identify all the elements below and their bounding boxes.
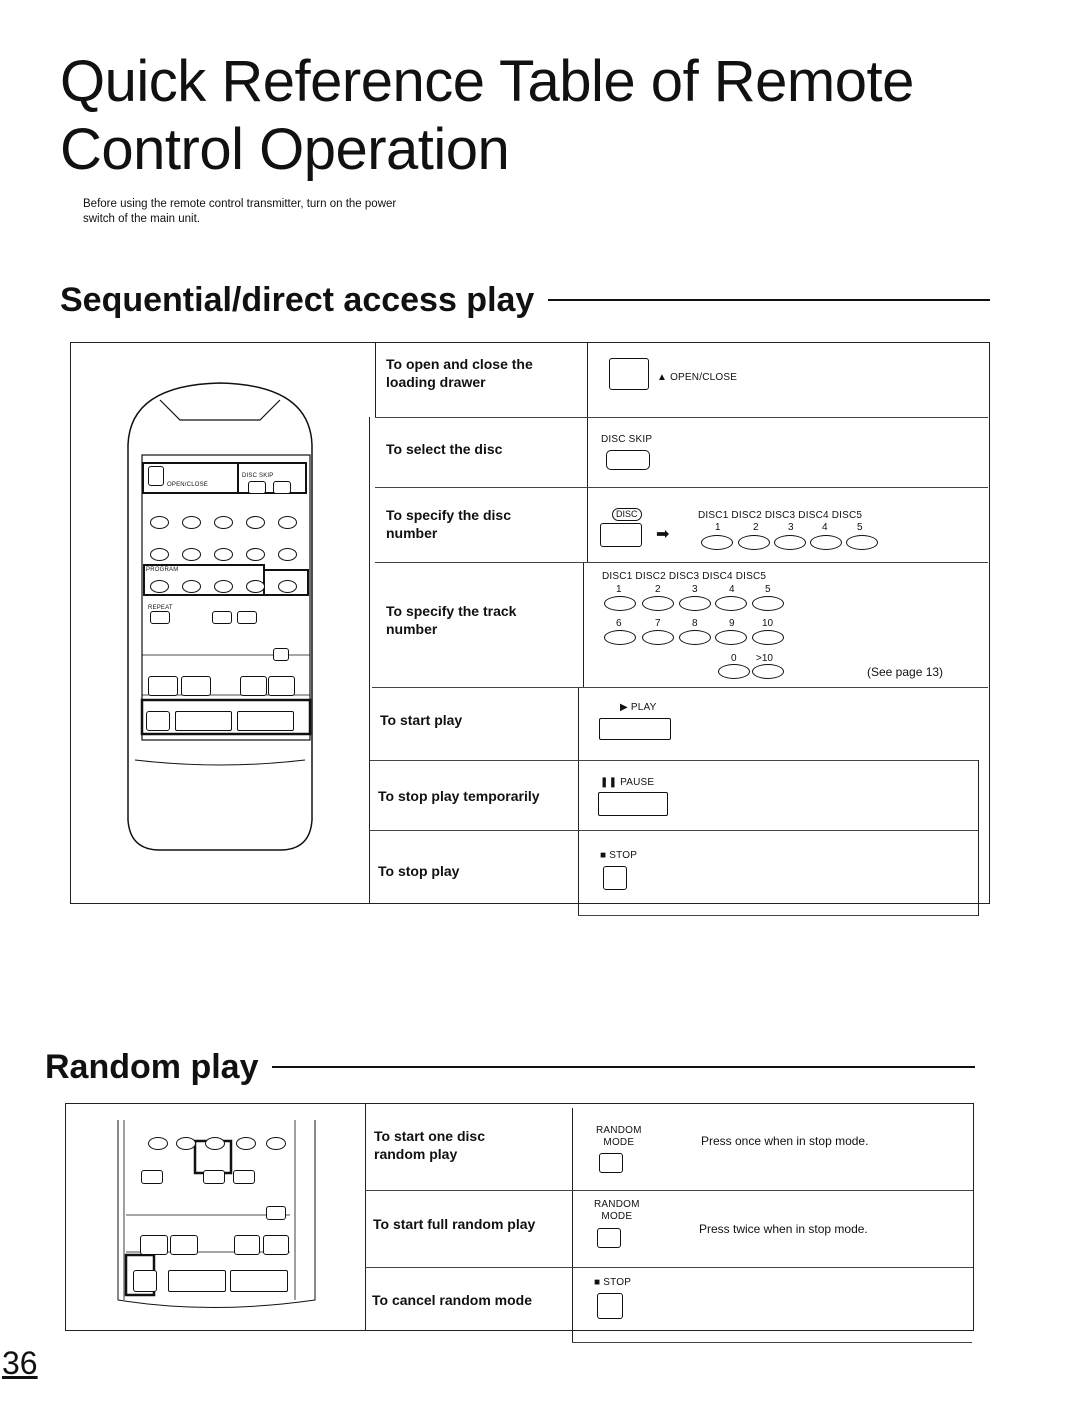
- remote-skip-back-button[interactable]: [240, 676, 267, 696]
- press-twice-note: Press twice when in stop mode.: [699, 1222, 868, 1236]
- arrow-right-icon: ➡: [656, 526, 670, 543]
- divider: [365, 1103, 366, 1330]
- remote-disc3-button[interactable]: [214, 516, 233, 529]
- disc5-button[interactable]: [846, 535, 878, 550]
- remote-search-back-button[interactable]: [148, 676, 178, 696]
- track9-button[interactable]: [715, 630, 747, 645]
- section-title: Random play: [45, 1047, 259, 1086]
- intro-text: [83, 197, 523, 227]
- caption-line: RANDOM: [594, 1199, 640, 1210]
- digit-label: 7: [655, 618, 661, 629]
- remote-disc1-button[interactable]: [150, 516, 169, 529]
- track6-button[interactable]: [604, 630, 636, 645]
- section-heading-sequential: [60, 280, 990, 320]
- remote-skip-fwd-button[interactable]: [263, 1235, 289, 1255]
- digit-label: 3: [692, 584, 698, 595]
- remote-time-mode-button[interactable]: [273, 648, 289, 661]
- row-start-play-label: To start play: [380, 712, 463, 728]
- remote-zero-button[interactable]: [236, 1137, 256, 1150]
- remote-random-mode-button[interactable]: [212, 611, 232, 624]
- disc-numbers-caption: DISC1 DISC2 DISC3 DISC4 DISC5: [698, 510, 863, 521]
- remote-time-mode-button[interactable]: [266, 1206, 286, 1220]
- row-divider: [369, 830, 978, 831]
- digit-label: 4: [729, 584, 735, 595]
- disc1-button[interactable]: [701, 535, 733, 550]
- stop-caption: ■ STOP: [600, 850, 638, 861]
- digit-label: 3: [788, 522, 794, 533]
- track-disc-caption: DISC1 DISC2 DISC3 DISC4 DISC5: [602, 571, 767, 582]
- row-select-disc-label: To select the disc: [386, 441, 503, 457]
- remote-zero-button[interactable]: [246, 580, 265, 593]
- remote-num7-button[interactable]: [182, 548, 201, 561]
- track2-button[interactable]: [642, 596, 674, 611]
- divider: [587, 342, 588, 562]
- row-divider: [365, 1267, 973, 1268]
- remote-open-close-button[interactable]: [148, 466, 164, 486]
- digit-label: 5: [857, 522, 863, 533]
- remote-pause-button[interactable]: [168, 1270, 226, 1292]
- remote-stop-button[interactable]: [146, 711, 170, 731]
- stop-button[interactable]: [597, 1293, 623, 1319]
- label-line: To specify the track: [386, 603, 517, 619]
- remote-num10-button[interactable]: [278, 548, 297, 561]
- disc4-button[interactable]: [810, 535, 842, 550]
- remote-gt10-button[interactable]: [278, 580, 297, 593]
- row-divider: [375, 562, 988, 563]
- remote-stop-button[interactable]: [133, 1270, 157, 1292]
- row-open-close-label: [386, 355, 533, 391]
- row-one-disc-random-label: [374, 1127, 485, 1163]
- remote-skip-back-button[interactable]: [234, 1235, 260, 1255]
- track10-button[interactable]: [752, 630, 784, 645]
- label-line: loading drawer: [386, 374, 486, 390]
- remote-pause-button[interactable]: [175, 711, 232, 731]
- caption-line: MODE: [603, 1137, 635, 1148]
- remote-search-fwd-button[interactable]: [181, 676, 211, 696]
- row-specify-track-label: [386, 602, 516, 638]
- disc2-button[interactable]: [738, 535, 770, 550]
- remote-disc4-button[interactable]: [246, 516, 265, 529]
- track8-button[interactable]: [679, 630, 711, 645]
- divider: [578, 687, 579, 915]
- random-mode-caption: [596, 1125, 642, 1149]
- remote-disc5-button[interactable]: [278, 516, 297, 529]
- remote-clear-button[interactable]: [182, 580, 201, 593]
- intro-line-2: switch of the main unit.: [83, 213, 200, 225]
- label-line: To open and close the: [386, 356, 533, 372]
- play-button[interactable]: [599, 718, 671, 740]
- press-once-note: Press once when in stop mode.: [701, 1134, 869, 1148]
- open-close-button[interactable]: [609, 358, 649, 390]
- track5-button[interactable]: [752, 596, 784, 611]
- play-caption: ▶ PLAY: [620, 702, 657, 713]
- label-line: number: [386, 525, 438, 541]
- remote-button[interactable]: [205, 1137, 225, 1150]
- row-divider: [375, 487, 988, 488]
- track3-button[interactable]: [679, 596, 711, 611]
- row-specify-disc-label: [386, 506, 511, 542]
- remote-play-button[interactable]: [237, 711, 294, 731]
- digit-label: 2: [753, 522, 759, 533]
- track-gt10-button[interactable]: [752, 664, 784, 679]
- digit-label: >10: [756, 653, 773, 664]
- row-cancel-random-label: To cancel random mode: [372, 1292, 532, 1308]
- remote-disc-skip-button[interactable]: [248, 481, 266, 494]
- heading-rule: [272, 1066, 975, 1068]
- row-divider: [375, 417, 988, 418]
- remote-program-mode-button[interactable]: [150, 580, 169, 593]
- divider: [572, 1108, 573, 1343]
- divider: [978, 760, 979, 916]
- digit-label: 1: [616, 584, 622, 595]
- page-number: 36: [2, 1345, 38, 1381]
- digit-label: 10: [762, 618, 774, 629]
- row-stop-label: To stop play: [378, 863, 460, 879]
- label-line: random play: [374, 1146, 458, 1162]
- label-line: number: [386, 621, 438, 637]
- digit-label: 1: [715, 522, 721, 533]
- remote-id-scan-button[interactable]: [233, 1170, 255, 1184]
- remote-id-scan-button[interactable]: [237, 611, 257, 624]
- track4-button[interactable]: [715, 596, 747, 611]
- remote-play-button[interactable]: [230, 1270, 288, 1292]
- remote-disc-button[interactable]: [273, 481, 291, 494]
- digit-label: 2: [655, 584, 661, 595]
- pause-caption: ❚❚ PAUSE: [600, 777, 655, 788]
- disc3-button[interactable]: [774, 535, 806, 550]
- track0-button[interactable]: [718, 664, 750, 679]
- track7-button[interactable]: [642, 630, 674, 645]
- row-full-random-label: To start full random play: [373, 1216, 536, 1232]
- remote-disc-skip-label: DISC SKIP: [242, 473, 274, 479]
- title-line-1: Quick Reference Table of Remote: [60, 49, 914, 114]
- remote-search-fwd-button[interactable]: [170, 1235, 198, 1255]
- remote-random-mode-button[interactable]: [203, 1170, 225, 1184]
- row-divider: [572, 1342, 972, 1343]
- track1-button[interactable]: [604, 596, 636, 611]
- remote-disc2-button[interactable]: [182, 516, 201, 529]
- stop-caption: ■ STOP: [594, 1277, 632, 1288]
- section-heading-random: [45, 1047, 975, 1087]
- title-line-2: Control Operation: [60, 117, 510, 182]
- digit-label: 5: [765, 584, 771, 595]
- see-page-note: (See page 13): [867, 665, 944, 679]
- remote-repeat-button[interactable]: [141, 1170, 163, 1184]
- row-pause-label: To stop play temporarily: [378, 788, 540, 804]
- divider: [375, 342, 376, 417]
- digit-label: 6: [616, 618, 622, 629]
- page-title: [60, 48, 914, 184]
- row-divider: [370, 760, 978, 761]
- stop-button[interactable]: [603, 866, 627, 890]
- caption-line: RANDOM: [596, 1125, 642, 1136]
- random-mode-button[interactable]: [599, 1153, 623, 1173]
- digit-label: 8: [692, 618, 698, 629]
- row-divider: [365, 1190, 973, 1191]
- caption-line: MODE: [601, 1211, 633, 1222]
- disc-button[interactable]: [600, 523, 642, 547]
- disc-skip-button[interactable]: [606, 450, 650, 470]
- remote-repeat-button[interactable]: [150, 611, 170, 624]
- remote-repeat-label: REPEAT: [148, 605, 173, 611]
- label-line: To specify the disc: [386, 507, 511, 523]
- remote-program-label: PROGRAM: [146, 567, 179, 573]
- section-title: Sequential/direct access play: [60, 280, 535, 319]
- disc-skip-caption: DISC SKIP: [601, 434, 653, 445]
- open-close-caption: ▲ OPEN/CLOSE: [657, 372, 738, 383]
- digit-label: 9: [729, 618, 735, 629]
- remote-skip-fwd-button[interactable]: [268, 676, 295, 696]
- remote-num8-button[interactable]: [214, 548, 233, 561]
- heading-rule: [548, 299, 990, 301]
- remote-button[interactable]: [176, 1137, 196, 1150]
- remote-button[interactable]: [148, 1137, 168, 1150]
- digit-label: 4: [822, 522, 828, 533]
- remote-recall-button[interactable]: [214, 580, 233, 593]
- divider: [583, 562, 584, 687]
- row-divider: [578, 915, 978, 916]
- row-divider: [372, 687, 988, 688]
- remote-search-back-button[interactable]: [140, 1235, 168, 1255]
- intro-line-1: Before using the remote control transmitter, turn on the power: [83, 198, 397, 210]
- remote-num6-button[interactable]: [150, 548, 169, 561]
- label-line: To start one disc: [374, 1128, 485, 1144]
- disc-button-label: DISC: [612, 508, 642, 521]
- random-mode-caption: [594, 1199, 640, 1223]
- pause-button[interactable]: [598, 792, 668, 816]
- remote-num9-button[interactable]: [246, 548, 265, 561]
- remote-gt10-button[interactable]: [266, 1137, 286, 1150]
- remote-open-close-label: OPEN/CLOSE: [167, 482, 209, 488]
- digit-label: 0: [731, 653, 737, 664]
- random-mode-button[interactable]: [597, 1228, 621, 1248]
